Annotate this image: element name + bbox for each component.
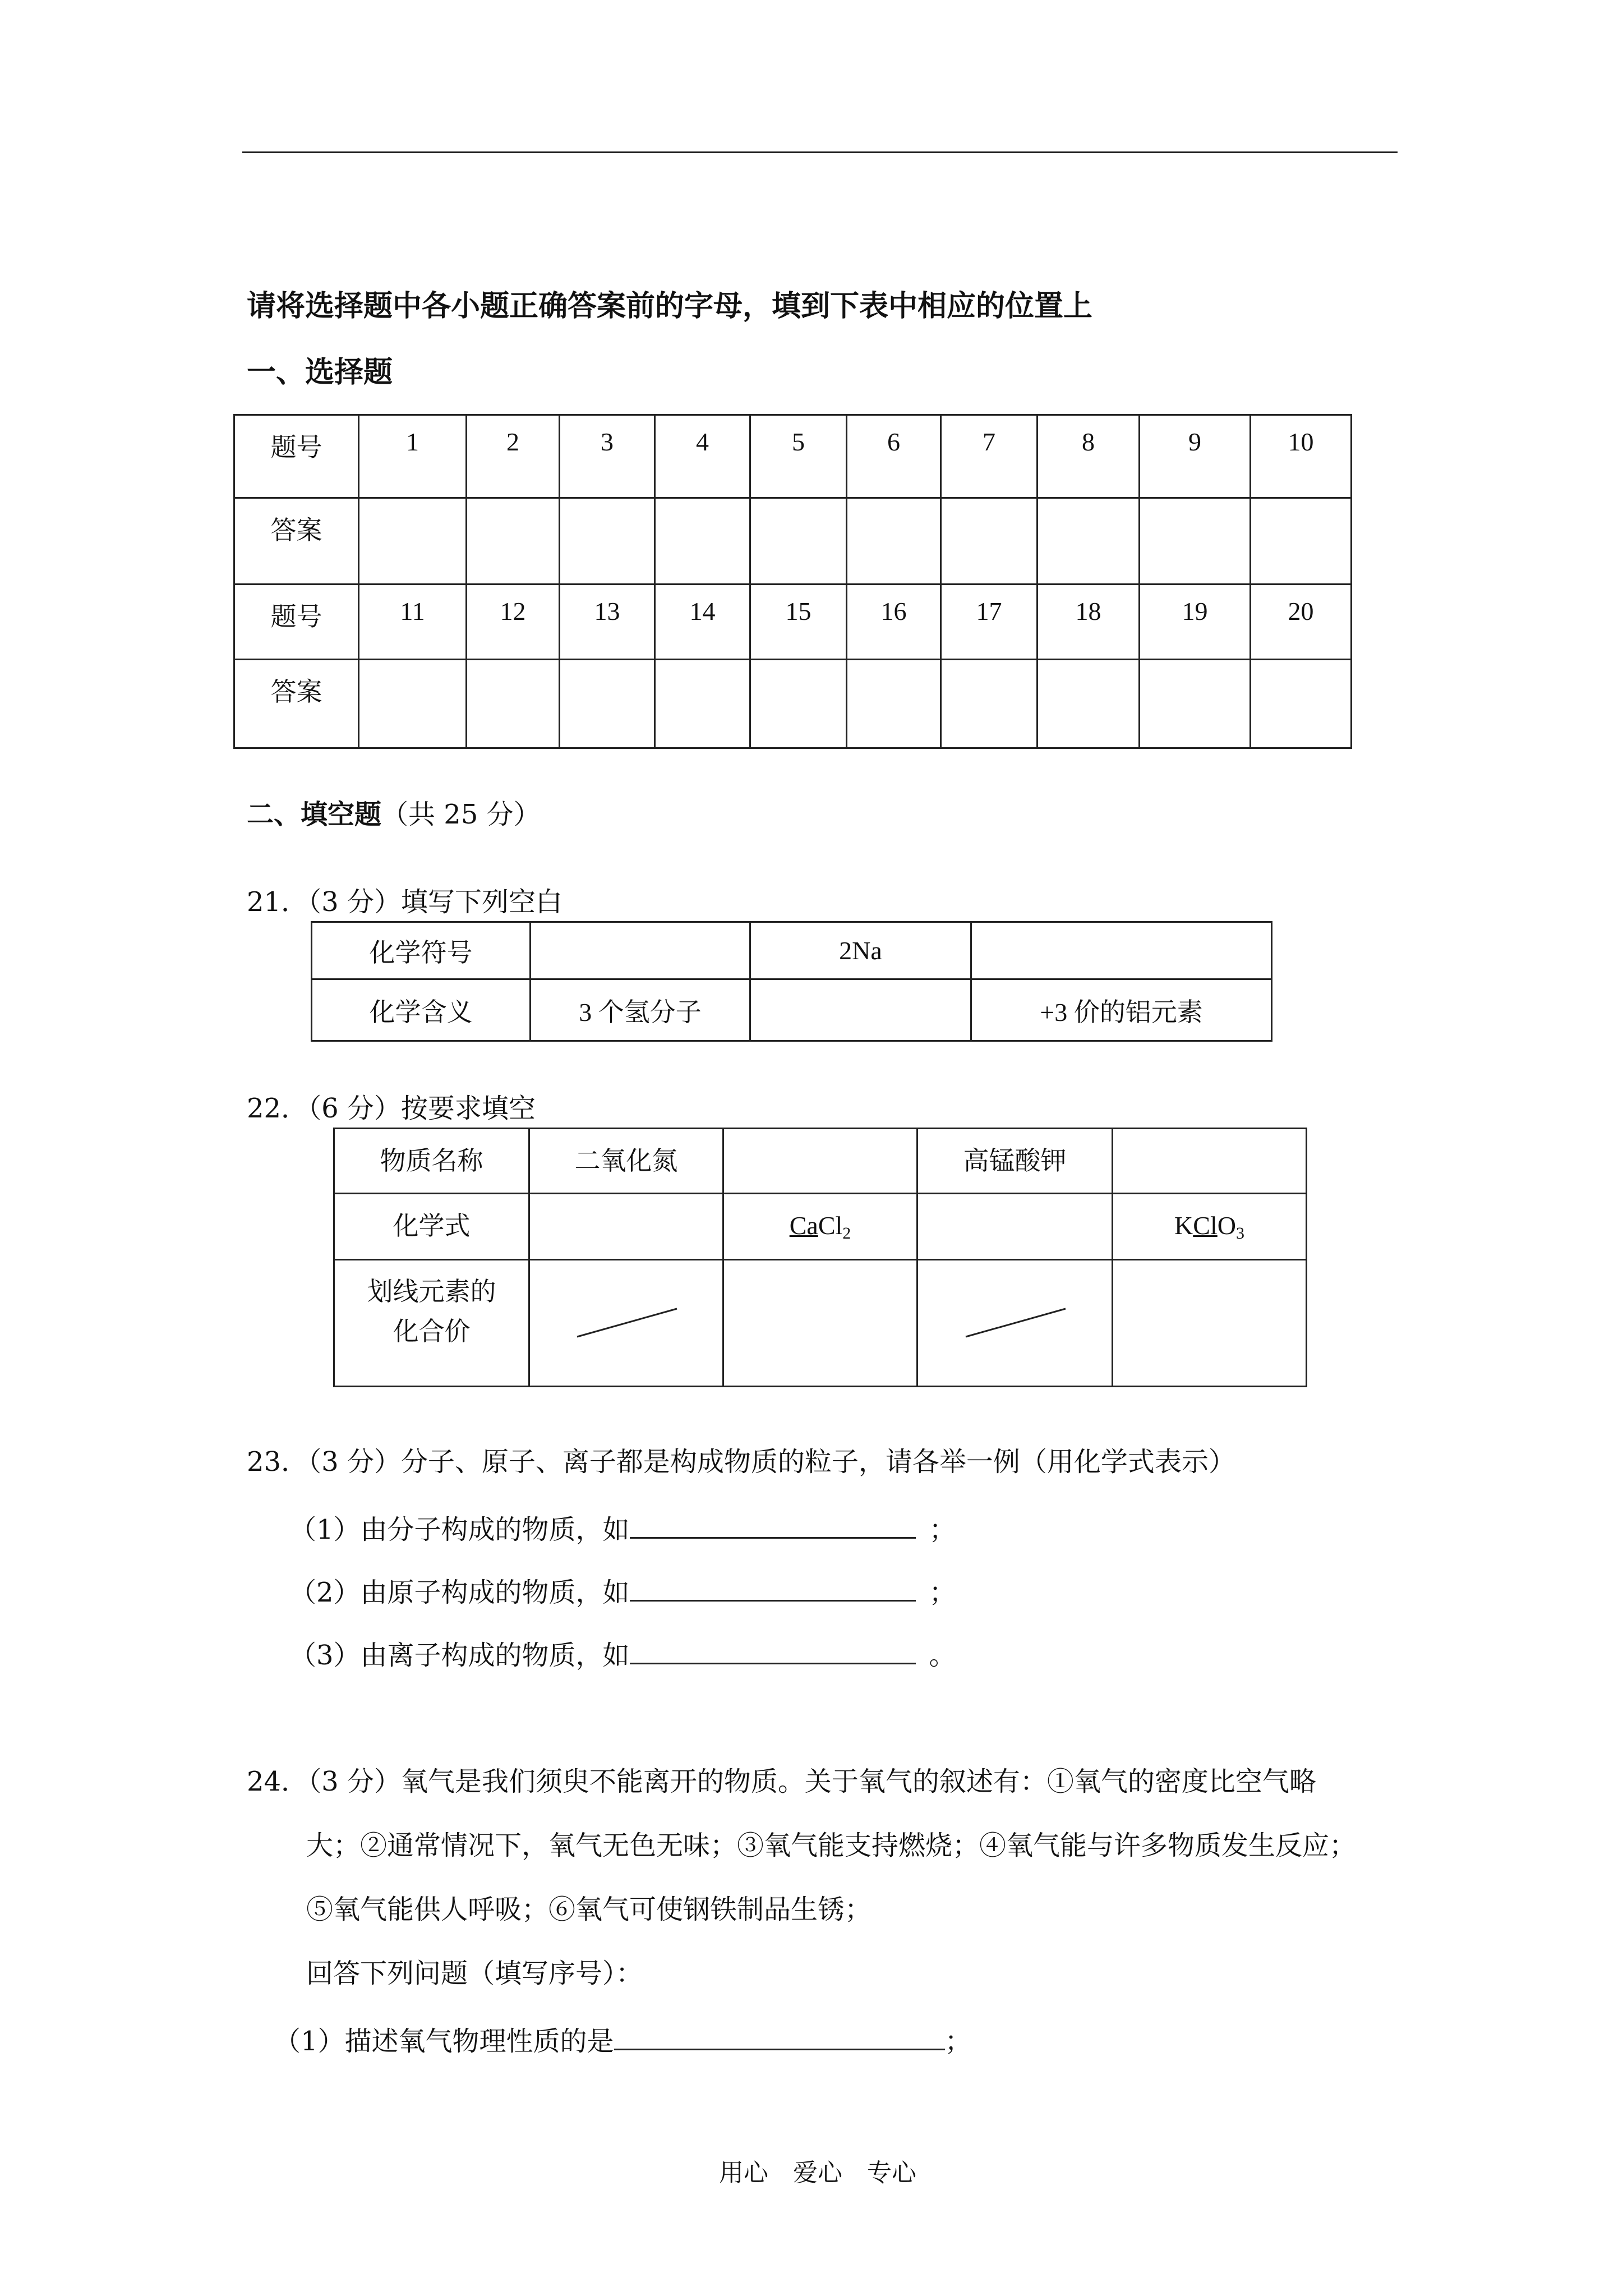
answer-blank[interactable]: [614, 2023, 945, 2050]
row-label-number: 题号: [234, 415, 359, 498]
q24-line-3: ⑤氧气能供人呼吸；⑥氧气可使钢铁制品生锈；: [306, 1894, 872, 1925]
q21-row1-label: 化学符号: [312, 922, 531, 979]
answer-cell[interactable]: [560, 660, 655, 748]
q21-fill-cell[interactable]: [531, 922, 750, 979]
q24-line-1: 24．（3 分）氧气是我们须臾不能离开的物质。关于氧气的叙述有：①氧气的密度比空气略: [247, 1766, 1316, 1797]
question-number: 3: [560, 415, 655, 498]
q22-cell: 二氧化氮: [529, 1129, 723, 1194]
q22-row1-label: 物质名称: [334, 1129, 529, 1194]
answer-cell[interactable]: [750, 660, 847, 748]
answer-blank[interactable]: [630, 1637, 916, 1664]
no-answer-slash: [529, 1260, 723, 1387]
table-row: [312, 979, 1272, 1041]
q23-item-3: （3）由离子构成的物质，如 。: [289, 1637, 956, 1669]
answer-blank[interactable]: [630, 1574, 916, 1602]
table-row: [234, 660, 1352, 748]
q22-fill-cell[interactable]: [529, 1194, 723, 1260]
q22-fill-cell[interactable]: [723, 1129, 917, 1194]
q24-line-4: 回答下列问题（填写序号）：: [306, 1958, 643, 1989]
answer-cell[interactable]: [1140, 498, 1251, 585]
question-number: 15: [750, 585, 847, 660]
q23-text: （3 分）分子、原子、离子都是构成物质的粒子，请各举一例（用化学式表示）: [308, 1446, 1235, 1478]
question-number: 4: [655, 415, 750, 498]
answer-cell[interactable]: [1038, 660, 1140, 748]
table-row: [234, 498, 1352, 585]
q24-sub-1: （1）描述氧气物理性质的是 ；: [274, 2023, 972, 2055]
question-number: 11: [359, 585, 467, 660]
answer-cell[interactable]: [359, 498, 467, 585]
q23-item-1: （1）由分子构成的物质，如 ；: [289, 1511, 956, 1543]
answer-cell[interactable]: [847, 498, 941, 585]
q22-fill-cell[interactable]: [917, 1194, 1113, 1260]
cacl2-formula: CaCl$_2$: [723, 1194, 917, 1260]
q23-number: 23．: [247, 1446, 308, 1478]
question-number: 5: [750, 415, 847, 498]
page-footer: 用心 爱心 专心: [719, 2159, 916, 2187]
q22-text: （6 分）按要求填空: [308, 1093, 536, 1124]
q23-prompt: [247, 1446, 1235, 1478]
q22-number: 22．: [247, 1093, 308, 1124]
question-number: 14: [655, 585, 750, 660]
question-number: 17: [941, 585, 1038, 660]
table-row: [334, 1260, 1307, 1387]
question-number: 13: [560, 585, 655, 660]
answer-cell[interactable]: [1140, 660, 1251, 748]
q21-text: （3 分）填写下列空白: [308, 886, 562, 918]
no-answer-slash: [917, 1260, 1113, 1387]
q22-cell: 高锰酸钾: [917, 1129, 1113, 1194]
answer-cell[interactable]: [467, 498, 560, 585]
question-number: 1: [359, 415, 467, 498]
row-label-number: 题号: [234, 585, 359, 660]
question-number: 2: [467, 415, 560, 498]
row-label-answer: 答案: [234, 660, 359, 748]
answer-cell[interactable]: [467, 660, 560, 748]
kclo3-formula: KClO$_3$: [1113, 1194, 1307, 1260]
q22-prompt: [247, 1095, 536, 1122]
q22-row2-label: 化学式: [334, 1194, 529, 1260]
q23-item-2: （2）由原子构成的物质，如 ；: [289, 1574, 956, 1606]
question-number: 7: [941, 415, 1038, 498]
question-number: 19: [1140, 585, 1251, 660]
answer-cell[interactable]: [359, 660, 467, 748]
q21-table: [311, 921, 1272, 1042]
q21-fill-cell[interactable]: [750, 979, 971, 1041]
row-label-answer: 答案: [234, 498, 359, 585]
q22-fill-cell[interactable]: [1113, 1129, 1307, 1194]
question-number: 6: [847, 415, 941, 498]
q21-prompt: [247, 886, 562, 918]
table-row: [312, 922, 1272, 979]
question-number: 8: [1038, 415, 1140, 498]
answer-blank[interactable]: [630, 1511, 916, 1539]
section2-points: （共 25 分）: [381, 799, 541, 830]
table-row: [334, 1129, 1307, 1194]
answer-cell[interactable]: [941, 498, 1038, 585]
q22-fill-cell[interactable]: [723, 1260, 917, 1387]
question-number: 18: [1038, 585, 1140, 660]
section2-heading: [247, 801, 541, 828]
q24-line-2: 大；②通常情况下，氧气无色无味；③氧气能支持燃烧；④氧气能与许多物质发生反应；: [306, 1830, 1357, 1861]
answer-cell[interactable]: [655, 660, 750, 748]
answer-cell[interactable]: [847, 660, 941, 748]
q21-cell: +3 价的铝元素: [971, 979, 1272, 1041]
q24-number: 24．: [247, 1766, 308, 1797]
table-row: [234, 415, 1352, 498]
q21-fill-cell[interactable]: [971, 922, 1272, 979]
section2-title: 二、填空题: [247, 799, 382, 830]
q21-cell: 3 个氢分子: [531, 979, 750, 1041]
question-number: 12: [467, 585, 560, 660]
table-row: [334, 1194, 1307, 1260]
q21-row2-label: 化学含义: [312, 979, 531, 1041]
header-rule: [242, 151, 1398, 153]
answer-cell[interactable]: [750, 498, 847, 585]
question-number: 20: [1251, 585, 1352, 660]
answer-cell[interactable]: [1038, 498, 1140, 585]
question-number: 10: [1251, 415, 1352, 498]
answer-cell[interactable]: [560, 498, 655, 585]
q22-row3-label: 划线元素的 化合价: [334, 1260, 529, 1387]
answer-cell[interactable]: [655, 498, 750, 585]
section1-title: 一、选择题: [247, 355, 393, 389]
answer-cell[interactable]: [941, 660, 1038, 748]
q22-fill-cell[interactable]: [1113, 1260, 1307, 1387]
answer-cell[interactable]: [1251, 660, 1352, 748]
question-number: 9: [1140, 415, 1251, 498]
q22-table: [333, 1128, 1307, 1387]
q21-number: 21．: [247, 886, 308, 918]
q21-cell: 2Na: [750, 922, 971, 979]
question-number: 16: [847, 585, 941, 660]
table-row: [234, 585, 1352, 660]
answer-cell[interactable]: [1251, 498, 1352, 585]
instruction-text: 请将选择题中各小题正确答案前的字母，填到下表中相应的位置上: [247, 289, 1093, 323]
answer-table: [233, 414, 1352, 749]
